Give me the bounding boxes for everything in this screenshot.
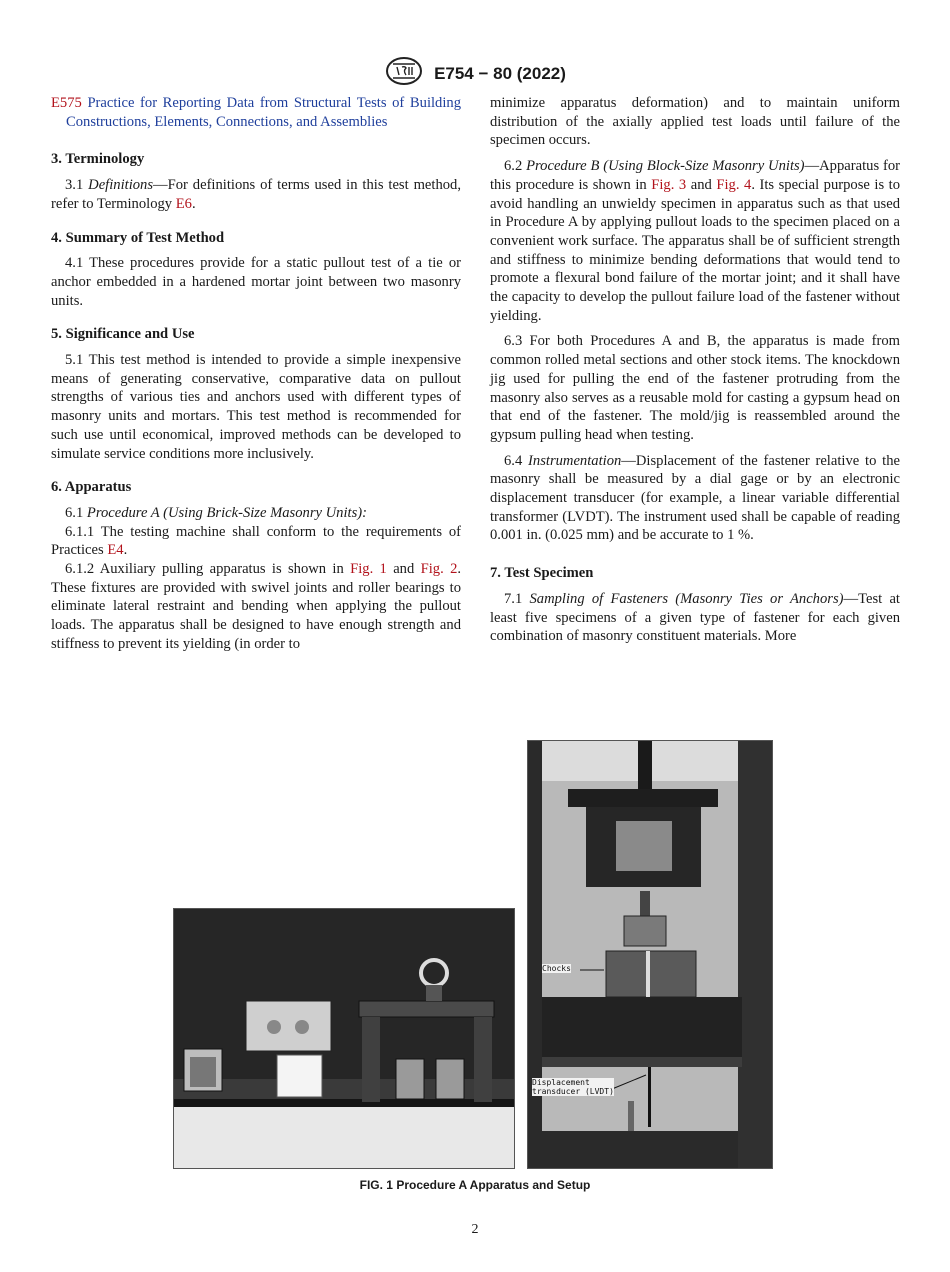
paragraph-number: 7.1 (504, 590, 523, 607)
paragraph-6-1-1: 6.1.1 The testing machine shall conform to the requirements of Practices E4. (51, 523, 461, 559)
section-3-heading: 3. Terminology (51, 151, 145, 168)
procedure-title: Procedure B (Using Block-Size Masonry Units) (526, 158, 805, 175)
paragraph-text: —Test at least five specimens of a given type of fastener for each given combination of masonry constituent materials. More (490, 590, 900, 645)
callout-chocks: Chocks (542, 964, 571, 973)
paragraph-4-1: 4.1 These procedures provide for a static pullout test of a tie or anchor embedded in a hardened mortar joint between two masonry units. (51, 255, 461, 309)
paragraph-6-3: 6.3 For both Procedures A and B, the apparatus is made from common rolled metal sections and other stock items. The knockdown jig used for pulling the end of the fastener protruding from the masonry also serves as a reusable mold for casting a gypsum head on that end of the fastener. The mold/jig is reassembled around the gypsum pulling head when testing. (490, 333, 900, 443)
paragraph-text: 6.1.1 The testing machine shall conform to the requirements of Practices (51, 523, 461, 559)
astm-logo-icon (384, 56, 424, 91)
paragraph-text: . Its special purpose is to avoid handling an unwieldy specimen in apparatus such as that used in Procedure A by applying pullout loads to the specimen placed on a convenient work surface. The apparatus shall be of sufficient strength and stiffness to minimize bending deformations that would tend to promote a flexural bond failure of the mortar joint; and it shall have the capacity to develop the pullout failure load of the fastener without yielding. (490, 176, 901, 324)
paragraph-7-1 (490, 590, 900, 646)
paragraph-text: —Apparatus for this procedure is shown in (490, 158, 900, 193)
figure-photo-testing-machine (527, 740, 773, 1169)
paragraph-number: 6.1 (65, 504, 84, 521)
section-6-heading: 6. Apparatus (51, 479, 132, 496)
section-5-heading: 5. Significance and Use (51, 326, 195, 343)
paragraph-text: 6.1.2 Auxiliary pulling apparatus is shown in (65, 561, 344, 578)
subsection-title: Instrumentation (528, 452, 622, 469)
figure-photo-apparatus (173, 908, 515, 1169)
page-number: 2 (471, 1222, 479, 1237)
right-column (490, 94, 900, 646)
paragraph-3-1: 3.1 Definitions—For definitions of terms used in this test method, refer to Terminology E6. (51, 177, 461, 212)
link-fig-2[interactable]: Fig. 2 (420, 561, 458, 578)
paragraph-text: —For definitions of terms used in this test method, refer to Terminology (51, 177, 461, 212)
subsection-title: Sampling of Fasteners (Masonry Ties or Anchors) (529, 590, 844, 607)
paragraph-text: . These fixtures are provided with swivel joints and roller bearings to eliminate lateral restraint and bending when applying the pullout loads. The apparatus shall be designed to have enough strength and stiffness to prevent its yielding (in order to (51, 561, 462, 652)
callout-lvdt-line-1: Displacement (532, 1078, 590, 1087)
callout-lvdt-line-2: transducer (LVDT) (532, 1087, 614, 1096)
paragraph-5-1: 5.1 This test method is intended to provide a simple inexpensive means of generating conservative, comparative data on pullout strengths of various ties and anchors used with different types of masonry units and mortars. This test method is recommended for such use until economical, improved methods can be developed to simulate service conditions more inclusively. (51, 352, 461, 462)
reference-code[interactable]: E575 (51, 95, 82, 111)
paragraph-number: 3.1 (65, 177, 84, 194)
left-column (51, 94, 461, 654)
section-7-heading: 7. Test Specimen (490, 565, 594, 582)
paragraph-number: 6.2 (504, 158, 523, 175)
document-designation: E754 − 80 (2022) (434, 63, 566, 83)
procedure-title: Procedure A (Using Brick-Size Masonry Units): (86, 504, 367, 521)
link-e4[interactable]: E4 (107, 542, 124, 559)
paragraph-number: 6.4 (504, 452, 523, 469)
section-4-heading: 4. Summary of Test Method (51, 229, 225, 246)
paragraph-6-1-2 (51, 560, 461, 654)
paragraph-continuation: minimize apparatus deformation) and to maintain uniform distribution of the axially applied test loads until failure of the specimen occurs. (490, 95, 900, 149)
link-fig-1[interactable]: Fig. 1 (350, 561, 387, 578)
paragraph-6-1 (51, 504, 461, 523)
figure-caption: FIG. 1 Procedure A Apparatus and Setup (359, 1178, 591, 1192)
defined-term: Definitions (88, 177, 154, 194)
link-e6[interactable]: E6 (175, 195, 192, 212)
paragraph-text: —Displacement of the fastener relative to the masonry shall be measured by a dial gage or by an electronic displacement transducer (for example, a linear variable differential transformer (LVDT). The instrument used shall be capable of reading 0.001 in. (0.025 mm) and be accurate to 1 %. (490, 452, 900, 544)
link-fig-3[interactable]: Fig. 3 (651, 176, 687, 193)
reference-e575 (51, 94, 461, 131)
callout-lvdt (532, 1078, 614, 1096)
link-fig-4[interactable]: Fig. 4 (716, 176, 752, 193)
conjunction: and (393, 561, 415, 578)
paragraph-6-2 (490, 157, 900, 325)
page-header (0, 56, 950, 91)
reference-title[interactable]: Practice for Reporting Data from Structural Tests of Building Constructions, Elements, Connections, and Assemblies (66, 95, 461, 130)
conjunction: and (690, 176, 712, 193)
paragraph-6-4 (490, 452, 900, 546)
